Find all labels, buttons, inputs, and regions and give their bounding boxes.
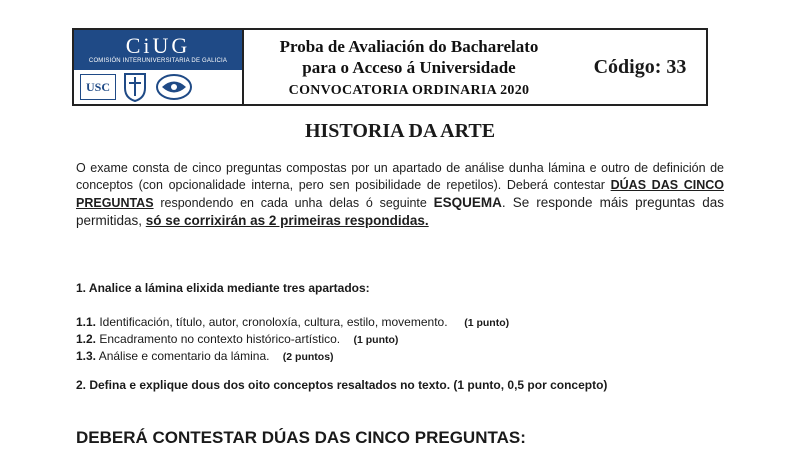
subject-title: HISTORIA DA ARTE — [304, 120, 496, 142]
instructions-emphasis-questions: DÚAS DAS CINCO PREGUNTAS — [76, 178, 724, 210]
item-points: (1 punto) — [353, 334, 399, 346]
university-logos — [74, 70, 242, 104]
item-text: Encadramento no contexto histórico-artístico. — [96, 332, 341, 346]
logo-name: CiUG — [125, 32, 191, 58]
item-points: (1 punto) — [464, 317, 510, 329]
instructions-emphasis-correction: só se corrixirán as 2 primeiras respondidas. — [145, 213, 429, 228]
exam-header — [72, 28, 708, 106]
logo-banner — [74, 30, 242, 70]
item-number: 1.1. — [76, 315, 97, 329]
list-item — [76, 331, 509, 348]
item-number: 1.3. — [76, 349, 97, 363]
instructions-text-3: . Se responde máis preguntas das permitidas, — [76, 195, 724, 228]
exam-title-line1: Proba de Avaliación do Bacharelato — [279, 36, 539, 56]
university-seal-icon — [154, 72, 194, 102]
item-text: Análise e comentario da lámina. — [96, 349, 270, 363]
university-crest-icon — [122, 72, 148, 102]
instructions-text-1: O exame consta de cinco preguntas compostas por un apartado de análise dunha lámina e outro de definición de conceptos (con opcionalidade interna, pero sen posibilidade de repetilos). Deberá contestar — [76, 161, 724, 192]
usc-logo: USC — [80, 74, 116, 100]
exam-title-line2: para o Acceso á Universidade — [302, 57, 516, 77]
item-points: (2 puntos) — [282, 351, 334, 363]
exam-session: CONVOCATORIA ORDINARIA 2020 — [288, 82, 530, 98]
logo-subtitle: COMISIÓN INTERUNIVERSITARIA DE GALICIA — [88, 57, 228, 64]
item-text: Identificación, título, autor, cronoloxía, cultura, estilo, movemento. — [96, 315, 448, 329]
instructions-paragraph — [76, 160, 724, 230]
list-item — [76, 348, 509, 365]
exam-title-block — [244, 30, 574, 104]
ciug-logo — [74, 30, 244, 104]
exam-code: Código: 33 — [593, 55, 687, 78]
list-item — [76, 314, 509, 331]
question-1-items — [76, 314, 509, 365]
question-2-heading: 2. Defina e explique dous dos oito conceptos resaltados no texto. (1 punto, 0,5 por concepto) — [76, 378, 608, 392]
item-number: 1.2. — [76, 332, 97, 346]
instructions-emphasis-scheme: ESQUEMA — [433, 195, 502, 210]
question-1-heading: 1. Analice a lámina elixida mediante tres apartados: — [76, 281, 370, 295]
section-heading: DEBERÁ CONTESTAR DÚAS DAS CINCO PREGUNTAS: — [76, 428, 526, 447]
instructions-text-2: respondendo en cada unha delas ó seguinte — [153, 196, 434, 210]
